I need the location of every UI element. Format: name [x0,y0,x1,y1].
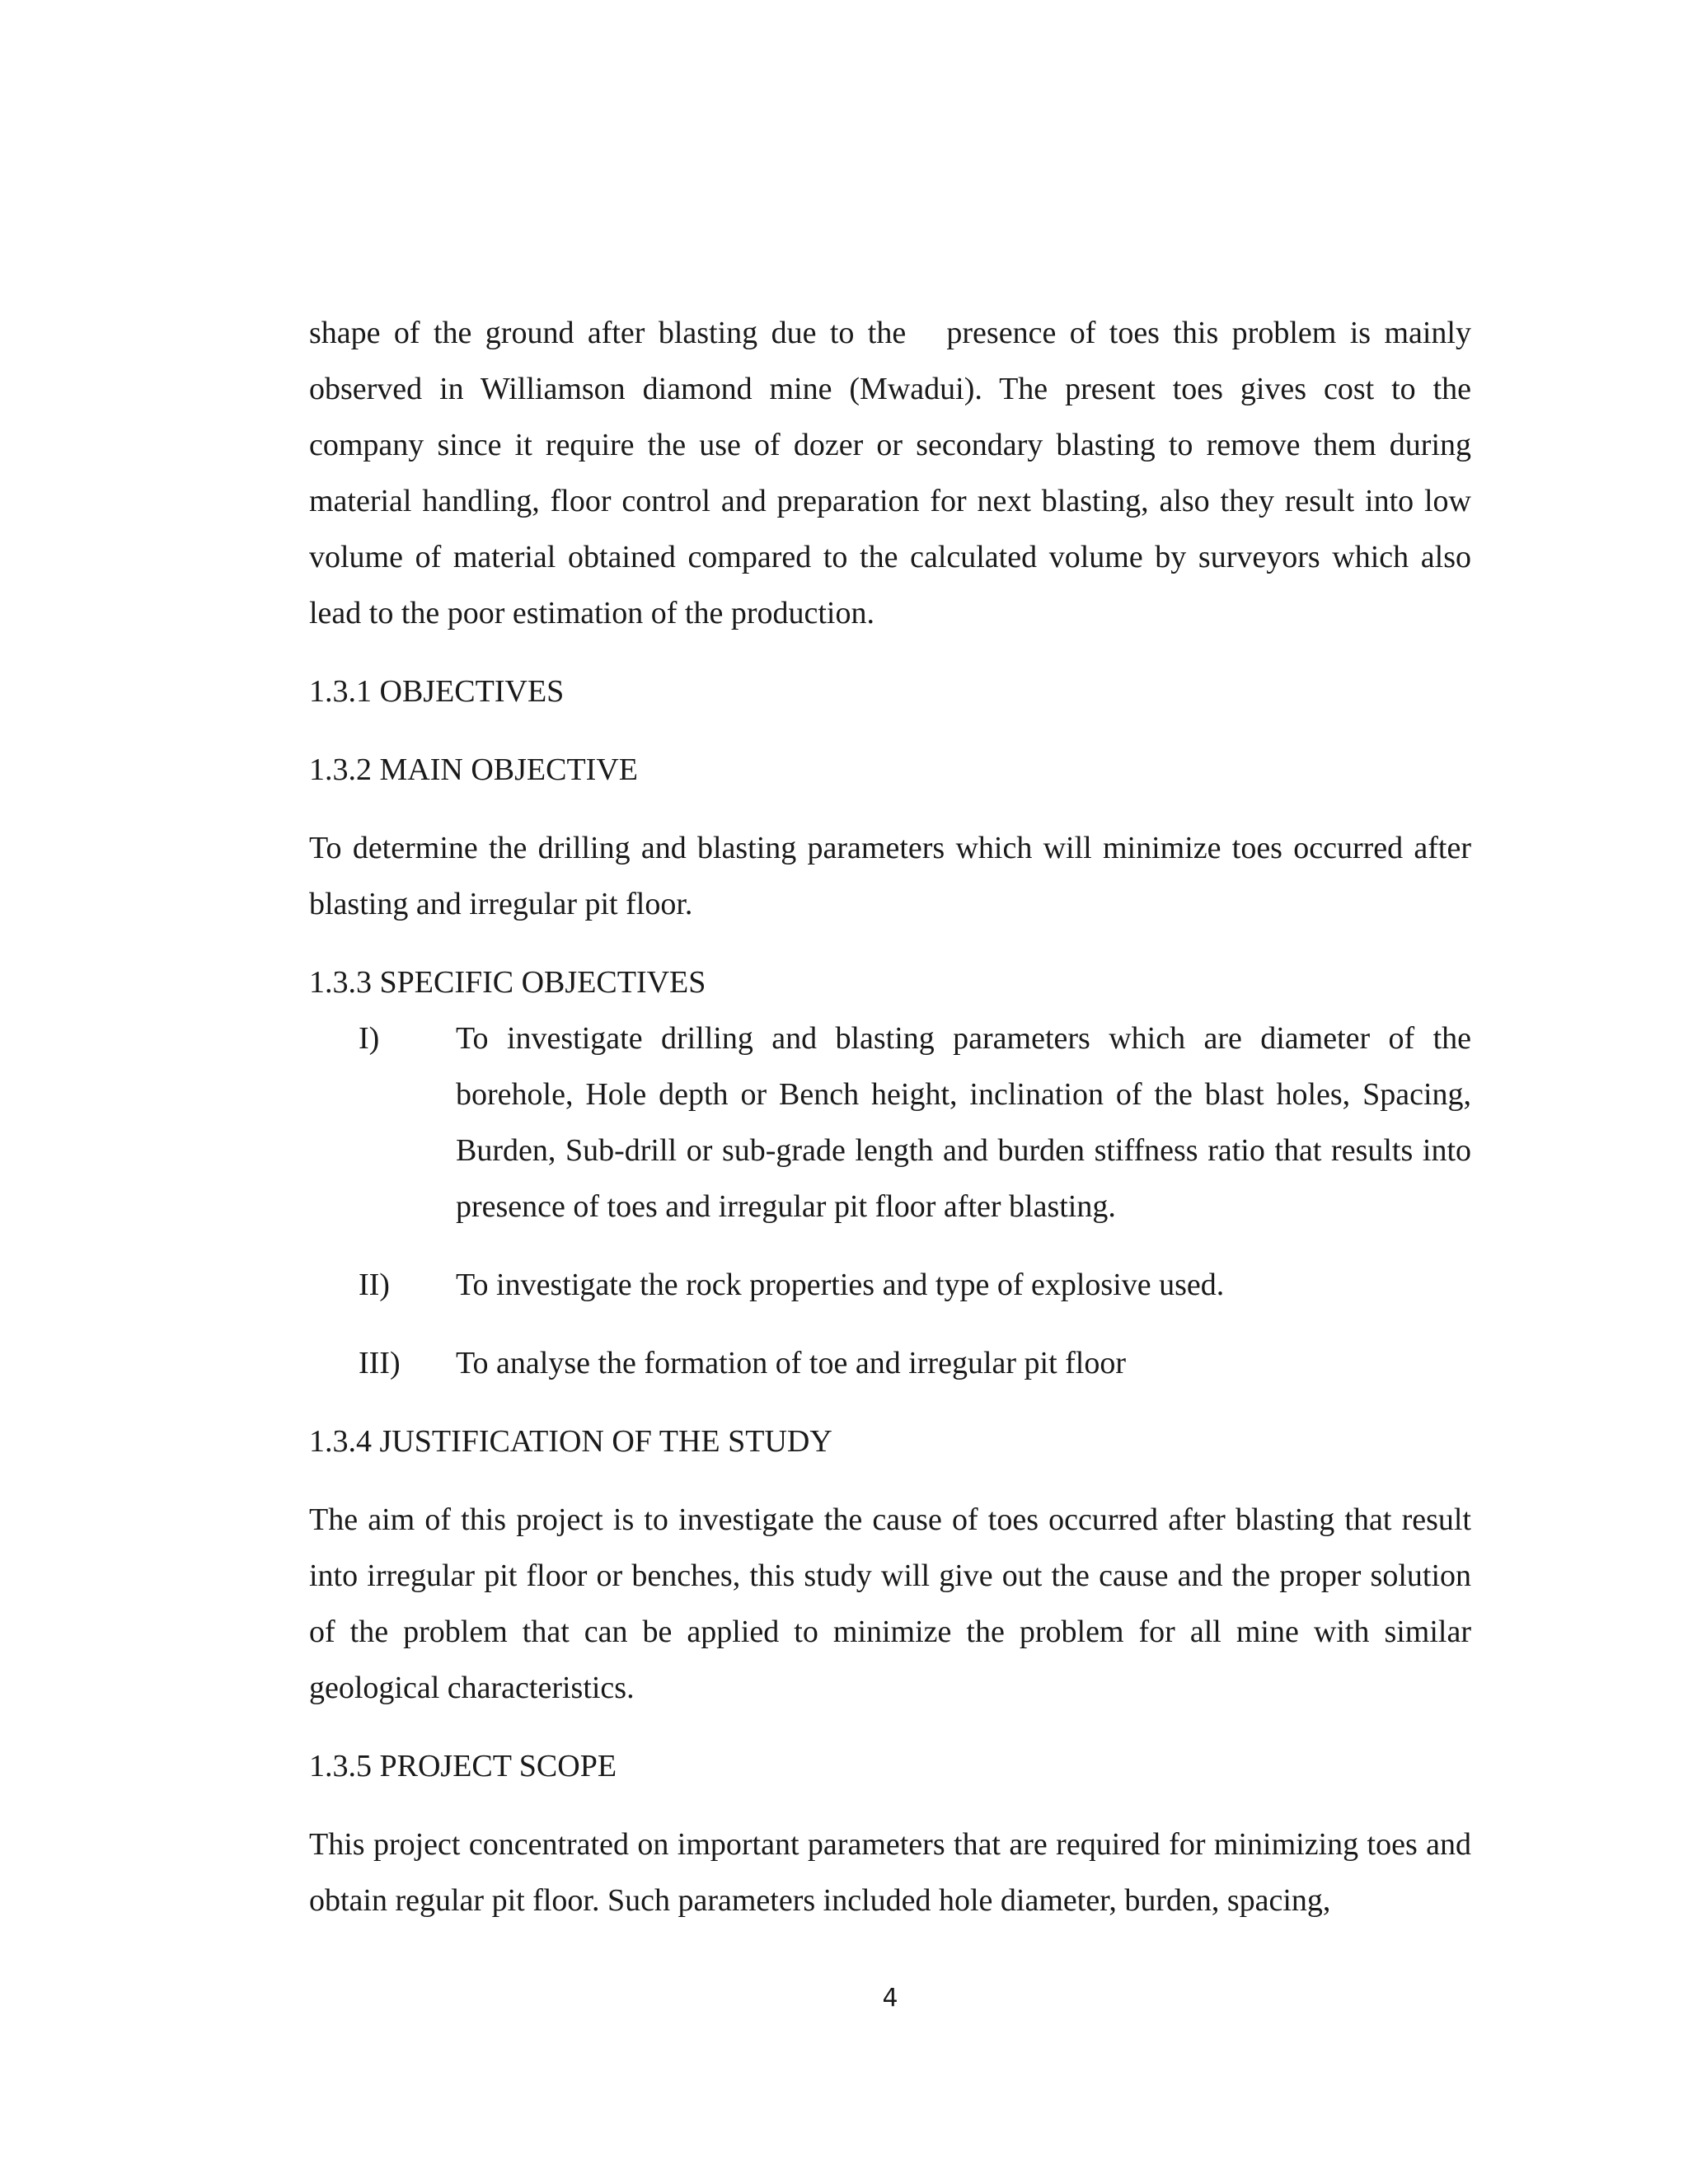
page-body [309,305,1471,1929]
list-item [309,1335,1471,1391]
specific-objectives-list [309,1010,1471,1391]
main-objective-paragraph: To determine the drilling and blasting parameters which will minimize toes occurred after blasting and irregular pit floor. [309,831,1471,921]
justification-paragraph: The aim of this project is to investigate the cause of toes occurred after blasting that result into irregular pit floor or benches, this study will give out the cause and the proper solution of the problem that can be applied to minimize the problem for all mine with similar geological characteristics. [309,1502,1471,1705]
list-item [309,1010,1471,1235]
intro-paragraph: shape of the ground after blasting due to the presence of toes this problem is mainly observed in Williamson diamond mine (Mwadui). The present toes gives cost to the company since it require the use of dozer or secondary blasting to remove them during material handling, floor control and preparation for next blasting, also they result into low volume of material obtained compared to the calculated volume by surveyors which also lead to the poor estimation of the production. [309,316,1471,630]
specific-objectives-heading: 1.3.3 SPECIFIC OBJECTIVES [309,965,706,1000]
list-item [309,1257,1471,1313]
list-item-text: To investigate the rock properties and type of explosive used. [456,1268,1225,1302]
list-marker: II) [359,1268,390,1302]
objectives-heading: 1.3.1 OBJECTIVES [309,674,565,709]
list-marker: I) [359,1021,380,1056]
list-item-text: To analyse the formation of toe and irregular pit floor [456,1346,1127,1380]
scope-heading: 1.3.5 PROJECT SCOPE [309,1749,617,1783]
justification-heading: 1.3.4 JUSTIFICATION OF THE STUDY [309,1424,832,1459]
page-number: 4 [882,1984,898,2013]
list-marker: III) [359,1346,401,1380]
scope-paragraph: This project concentrated on important parameters that are required for minimizing toes and obtain regular pit floor. Such parameters included hole diameter, burden, spacing, [309,1827,1471,1918]
list-item-text: To investigate drilling and blasting parameters which are diameter of the borehole, Hole depth or Bench height, inclination of the blast holes, Spacing, Burden, Sub-drill or sub-grade length and burden stiffness ratio that results into presence of toes and irregular pit floor after blasting. [456,1021,1471,1224]
main-objective-heading: 1.3.2 MAIN OBJECTIVE [309,752,638,787]
